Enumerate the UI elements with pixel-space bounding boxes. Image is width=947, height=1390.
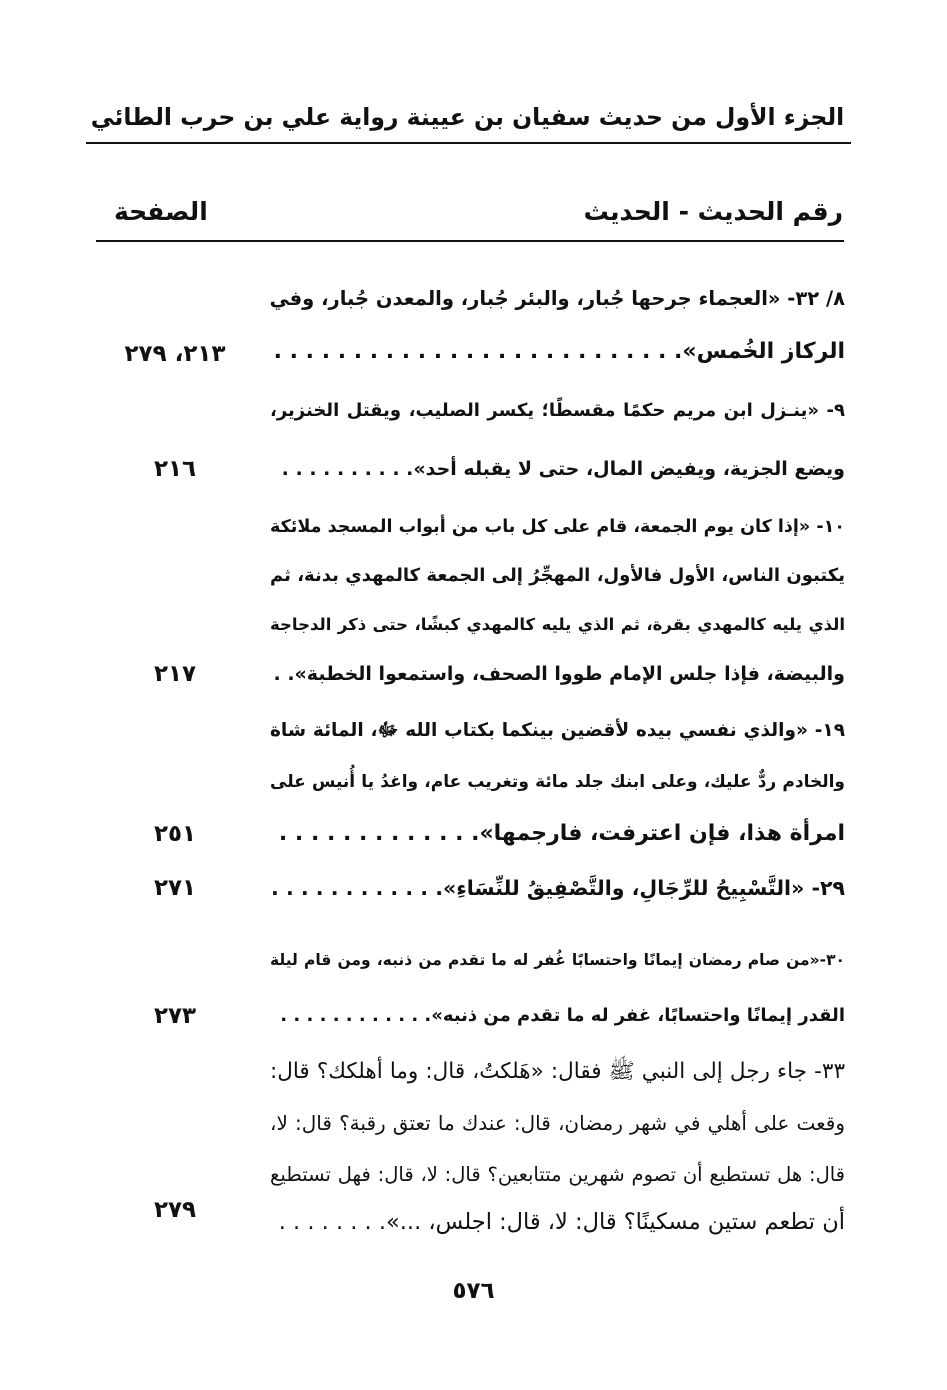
entry-line: ويضع الجزية، ويفيض المال، حتى لا يقبله أحد». . . . . . . . . . <box>281 458 845 480</box>
page-number: ٥٧٦ <box>452 1278 495 1304</box>
entry-page-ref: ٢١٧ <box>153 661 197 687</box>
entry-line: ٣٠-«من صام رمضان إيمانًا واحتسابًا غُفر له ما تقدم من ذنبه، ومن قام ليلة <box>270 951 845 969</box>
entry-page-ref: ٢٧١ <box>153 875 197 901</box>
entry-line: القدر إيمانًا واحتسابًا، غفر له ما تقدم من ذنبه». . . . . . . . . . . . <box>280 1005 845 1026</box>
column-header-page: الصفحة <box>114 197 208 226</box>
entry-line: الركاز الخُمس». . . . . . . . . . . . . . . . . . . . . . . . . . <box>273 339 845 364</box>
entry-page-ref: ٢٧٣ <box>153 1003 197 1029</box>
entry-line: ١٠- «إذا كان يوم الجمعة، قام على كل باب من أبواب المسجد ملائكة <box>270 517 845 537</box>
entry-line: قال: هل تستطيع أن تصوم شهرين متتابعين؟ قال: لا، قال: فهل تستطيع <box>270 1163 845 1186</box>
entry-page-ref: ٢٧٩ <box>153 1197 197 1223</box>
entry-line: ٣٣- جاء رجل إلى النبي ﷺ فقال: «هَلكتُ، قال: وما أهلكك؟ قال: <box>270 1059 845 1084</box>
entry-line: أن تطعم ستين مسكينًا؟ قال: لا، قال: اجلس، ...». . . . . . . . <box>278 1209 845 1235</box>
running-title: الجزء الأول من حديث سفيان بن عيينة رواية علي بن حرب الطائي <box>90 103 845 131</box>
entry-line: ٨/ ٣٢- «العجماء جرحها جُبار، والبئر جُبار، والمعدن جُبار، وفي <box>269 287 845 310</box>
entry-line: والبيضة، فإذا جلس الإمام طووا الصحف، واستمعوا الخطبة». . <box>273 663 845 685</box>
entry-line: ٢٩- «التَّسْبِيحُ للرِّجَالِ، والتَّصْفِيقُ للنِّسَاءِ». . . . . . . . . . . . <box>271 876 845 900</box>
entry-line: ٩- «ينـزل ابن مريم حكمًا مقسطًا؛ يكسر الصليب، ويقتل الخنزير، <box>270 400 845 421</box>
entry-page-ref: ٢٥١ <box>153 821 197 847</box>
column-header-rule <box>96 240 844 242</box>
entry-line: امرأة هذا، فإن اعترفت، فارجمها». . . . . . . . . . . . . <box>278 821 845 846</box>
entry-line: ١٩- «والذي نفسي بيده لأقضين بينكما بكتاب الله ﷻ، المائة شاة <box>270 720 845 741</box>
header-rule <box>86 142 851 144</box>
entry-line: والخادم ردٌّ عليك، وعلى ابنك جلد مائة وتغريب عام، واغدُ يا أُنيس على <box>270 772 845 792</box>
entry-page-ref: ٢١٦ <box>153 456 197 482</box>
entry-page-ref: ٢١٣، ٢٧٩ <box>124 341 226 367</box>
entry-line: وقعت على أهلي في شهر رمضان، قال: عندك ما تعتق رقبة؟ قال: لا، <box>270 1111 845 1135</box>
column-header-hadith: رقم الحديث - الحديث <box>583 197 843 226</box>
entry-line: يكتبون الناس، الأول فالأول، المهجِّرُ إلى الجمعة كالمهدي بدنة، ثم <box>270 565 845 586</box>
entry-line: الذي يليه كالمهدي بقرة، ثم الذي يليه كالمهدي كبشًا، حتى ذكر الدجاجة <box>270 615 845 634</box>
